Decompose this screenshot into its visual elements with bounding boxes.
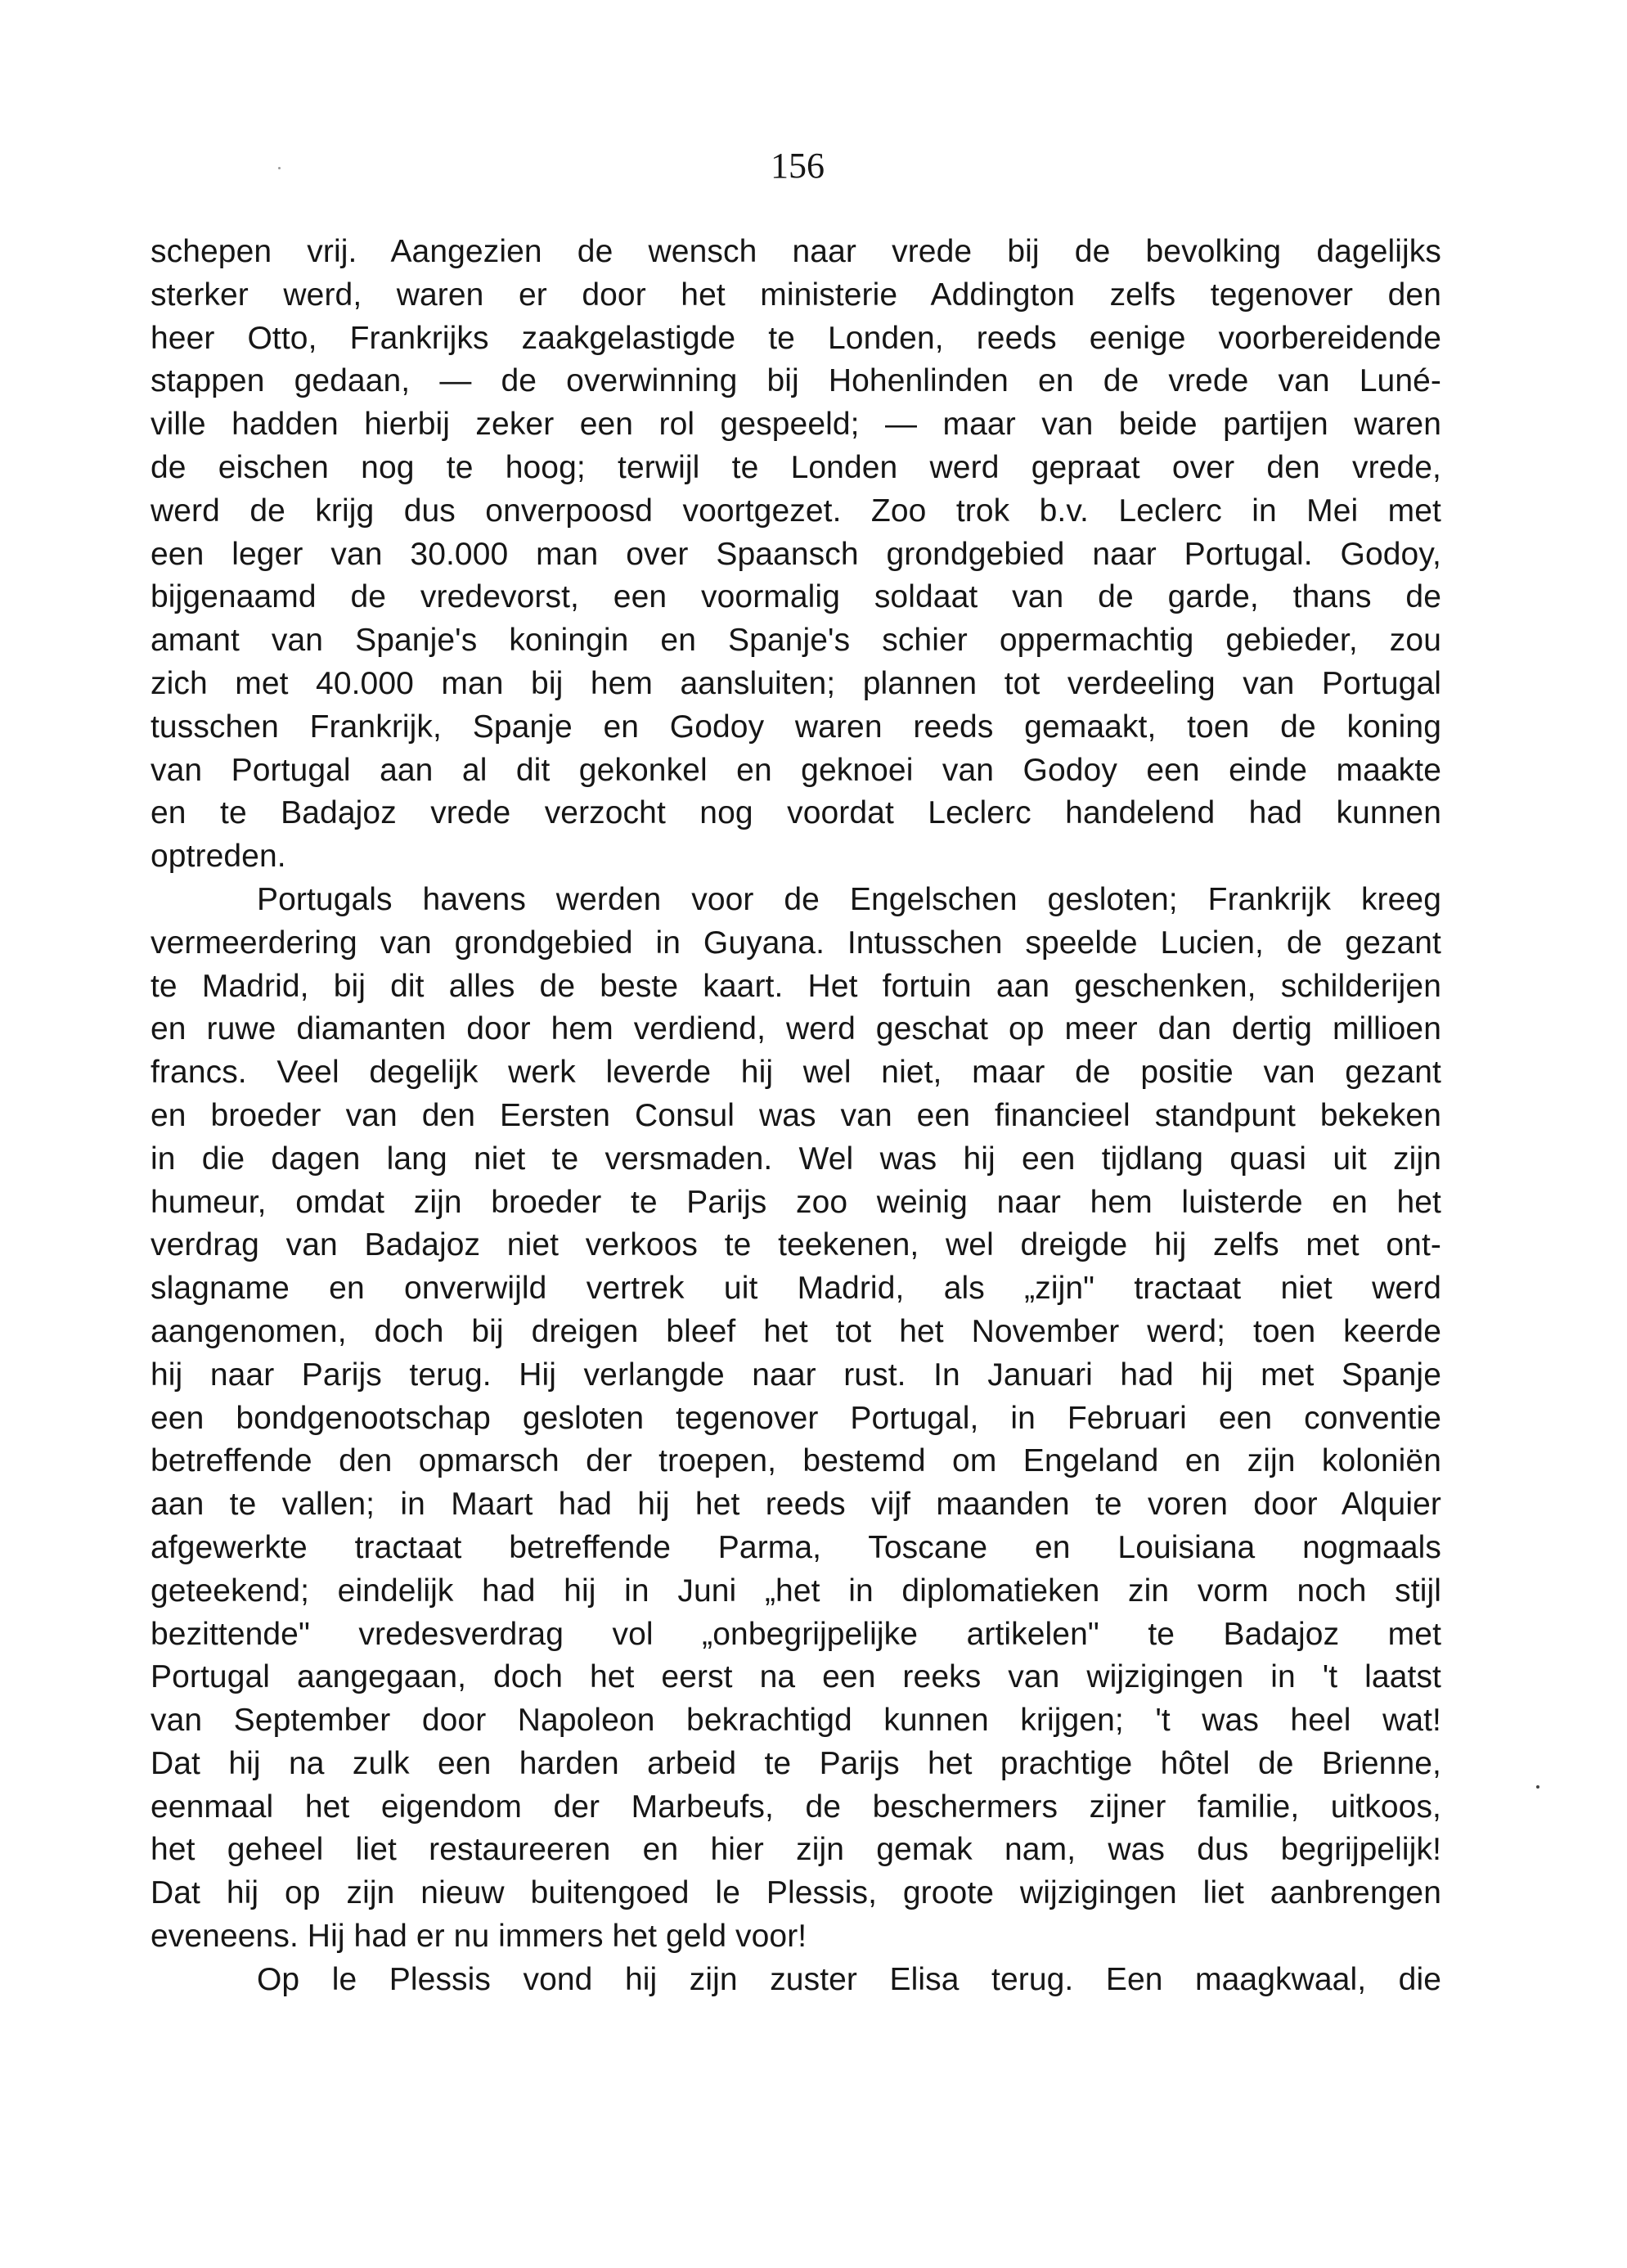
text-line: aangenomen, doch bij dreigen bleef het tot het November werd; toen keerde	[151, 1313, 1441, 1349]
text-line: en ruwe diamanten door hem verdiend, werd geschat op meer dan dertig millioen	[151, 1011, 1441, 1047]
text-line: hij naar Parijs terug. Hij verlangde naar rust. In Januari had hij met Spanje	[151, 1357, 1441, 1393]
text-line: een bondgenootschap gesloten tegenover Portugal, in Februari een conventie	[151, 1400, 1441, 1436]
text-line: geteekend; eindelijk had hij in Juni „het in diplomatieken zin vorm noch stijl	[151, 1573, 1441, 1609]
text-line: Dat hij op zijn nieuw buitengoed le Plessis, groote wijzigingen liet aanbrengen	[151, 1875, 1441, 1911]
text-line: tusschen Frankrijk, Spanje en Godoy waren reeds gemaakt, toen de koning	[151, 709, 1441, 745]
text-line: het geheel liet restaureeren en hier zijn gemak nam, was dus begrijpelijk!	[151, 1832, 1441, 1868]
scan-speck	[278, 167, 281, 169]
text-line: te Madrid, bij dit alles de beste kaart. Het fortuin aan geschenken, schilderijen	[151, 968, 1441, 1004]
text-line: aan te vallen; in Maart had hij het reeds vijf maanden te voren door Alquier	[151, 1487, 1441, 1523]
text-line: optreden.	[151, 839, 286, 875]
text-line: afgewerkte tractaat betreffende Parma, Toscane en Louisiana nogmaals	[151, 1529, 1441, 1565]
text-line: francs. Veel degelijk werk leverde hij wel niet, maar de positie van gezant	[151, 1055, 1441, 1091]
text-line: een leger van 30.000 man over Spaansch grondgebied naar Portugal. Godoy,	[151, 536, 1441, 572]
text-line: eveneens. Hij had er nu immers het geld voor!	[151, 1919, 807, 1955]
text-line: en te Badajoz vrede verzocht nog voordat Leclerc handelend had kunnen	[151, 795, 1441, 831]
text-line: eenmaal het eigendom der Marbeufs, de beschermers zijner familie, uitkoos,	[151, 1789, 1441, 1825]
text-line: schepen vrij. Aangezien de wensch naar vrede bij de bevolking dagelijks	[151, 234, 1441, 269]
text-line: ville hadden hierbij zeker een rol gespeeld; — maar van beide partijen waren	[151, 407, 1441, 443]
body-text	[151, 231, 1441, 2002]
text-line: verdrag van Badajoz niet verkoos te teekenen, wel dreigde hij zelfs met ont-	[151, 1227, 1441, 1263]
text-line: Op le Plessis vond hij zijn zuster Elisa terug. Een maagkwaal, die	[257, 1961, 1441, 1997]
text-line: sterker werd, waren er door het ministerie Addington zelfs tegenover den	[151, 277, 1441, 313]
text-line: de eischen nog te hoog; terwijl te Londen werd gepraat over den vrede,	[151, 449, 1441, 485]
text-line: bijgenaamd de vredevorst, een voormalig soldaat van de garde, thans de	[151, 579, 1441, 615]
text-line: vermeerdering van grondgebied in Guyana. Intusschen speelde Lucien, de gezant	[151, 925, 1441, 961]
text-line: betreffende den opmarsch der troepen, bestemd om Engeland en zijn koloniën	[151, 1443, 1441, 1479]
text-line: van September door Napoleon bekrachtigd kunnen krijgen; 't was heel wat!	[151, 1703, 1441, 1739]
scan-speck	[1536, 1785, 1539, 1789]
text-line: Portugal aangegaan, doch het eerst na een reeks van wijzigingen in 't laatst	[151, 1659, 1441, 1695]
text-line: zich met 40.000 man bij hem aansluiten; plannen tot verdeeling van Portugal	[151, 665, 1441, 701]
text-line: van Portugal aan al dit gekonkel en geknoei van Godoy een einde maakte	[151, 752, 1441, 788]
text-line: amant van Spanje's koningin en Spanje's schier oppermachtig gebieder, zou	[151, 623, 1441, 659]
text-line: stappen gedaan, — de overwinning bij Hohenlinden en de vrede van Luné-	[151, 363, 1441, 399]
text-line: slagname en onverwijld vertrek uit Madrid, als „zijn" tractaat niet werd	[151, 1271, 1441, 1307]
text-line: humeur, omdat zijn broeder te Parijs zoo weinig naar hem luisterde en het	[151, 1184, 1441, 1220]
text-line: werd de krijg dus onverpoosd voortgezet. Zoo trok b.v. Leclerc in Mei met	[151, 493, 1441, 529]
text-line: heer Otto, Frankrijks zaakgelastigde te Londen, reeds eenige voorbereidende	[151, 320, 1441, 356]
text-line: Dat hij na zulk een harden arbeid te Parijs het prachtige hôtel de Brienne,	[151, 1745, 1441, 1781]
page-number: 156	[771, 146, 825, 186]
text-line: Portugals havens werden voor de Engelschen gesloten; Frankrijk kreeg	[257, 881, 1441, 917]
text-line: in die dagen lang niet te versmaden. Wel was hij een tijdlang quasi uit zijn	[151, 1141, 1441, 1177]
text-line: bezittende" vredesverdrag vol „onbegrijpelijke artikelen" te Badajoz met	[151, 1616, 1441, 1652]
text-line: en broeder van den Eersten Consul was van een financieel standpunt bekeken	[151, 1097, 1441, 1133]
